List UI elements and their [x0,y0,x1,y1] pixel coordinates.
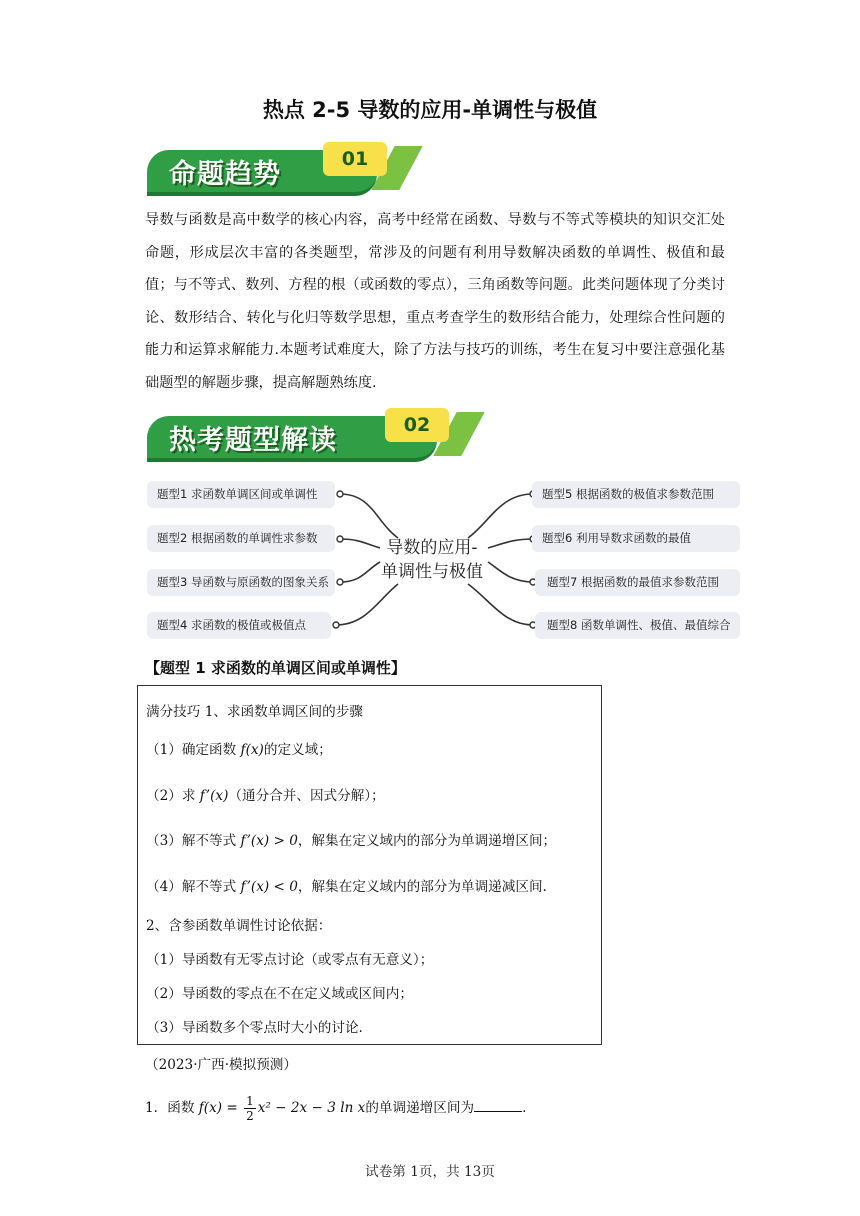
connector-right-1 [468,494,533,538]
question-source: （2023·广西·模拟预测） [145,1057,297,1073]
connector-left-1 [340,494,398,538]
type1-heading: 【题型 1 求函数的单调区间或单调性】 [145,659,406,677]
banner-hot-types-text: 热考题型解读 [169,425,337,456]
tips-line-4: （3）解不等式 f’(x) > 0，解集在定义域内的部分为单调递增区间； [146,833,557,849]
tips-line-3: （2）求 f’(x)（通分合并、因式分解）； [146,788,385,804]
tips-line-9: （3）导函数多个零点时大小的讨论. [146,1020,363,1036]
banner-trend-number: 01 [323,142,387,176]
mindmap-node-type4: 题型4 求函数的极值或极值点 [147,612,331,639]
mindmap-node-type7: 题型7 根据函数的最值求参数范围 [535,569,740,596]
mindmap-node-type3: 题型3 导函数与原函数的图象关系 [147,569,335,596]
tips-line-7: （1）导函数有无零点讨论（或零点有无意义）； [146,952,434,968]
tips-line-2: （1）确定函数 f(x)的定义域； [146,742,332,758]
mindmap-center-line2: 单调性与极值 [381,562,483,582]
fraction-one-half: $\frac{1}{2}$ [246,1094,254,1123]
mindmap-node-type6: 题型6 利用导数求函数的最值 [532,525,740,552]
connector-right-4 [468,584,533,625]
intro-paragraph: 导数与函数是高中数学的核心内容，高考中经常在函数、导数与不等式等模块的知识交汇处命题，形成层次丰富的各类题型，常涉及的问题有利用导数解决函数的单调性、极值和最值；与不等式、数列、方程的根（或函数的零点），三角函数等问题。此类问题体现了分类讨论、数形结合、转化与化归等数学思想，重点考查学生的数形结合能力，处理综合性问题的能力和运算求解能力.本题考试难度大，除了方法与技巧的训练，考生在复习中要注意强化基础题型的解题步骤，提高解题熟练度. [145,212,725,391]
banner-hot-types-number: 02 [385,408,449,442]
tips-box [137,685,602,1045]
mindmap-node-type1: 题型1 求函数单调区间或单调性 [147,481,335,508]
answer-blank[interactable] [474,1099,522,1112]
banner-trend-text: 命题趋势 [169,159,281,190]
mindmap-node-type5: 题型5 根据函数的极值求参数范围 [532,481,740,508]
connector-left-4 [336,584,398,625]
connector-right-2 [488,539,533,548]
page-title: 热点 2-5 导数的应用-单调性与极值 [262,98,598,122]
tips-line-1: 满分技巧 1、求函数单调区间的步骤 [146,704,363,720]
connector-right-3 [488,562,533,582]
mindmap-node-type8: 题型8 函数单调性、极值、最值综合 [535,612,740,639]
mindmap-center-line1: 导数的应用- [386,538,478,558]
tips-line-6: 2、含参函数单调性讨论依据： [146,918,332,934]
page-footer: 试卷第 1页，共 13页 [365,1164,495,1180]
tips-line-8: （2）导函数的零点在不在定义域或区间内； [146,986,413,1002]
mindmap-node-type2: 题型2 根据函数的单调性求参数 [147,525,335,552]
tips-line-5: （4）解不等式 f’(x) < 0，解集在定义域内的部分为单调递减区间. [146,879,547,895]
mindmap-center [372,536,492,584]
question-1: 1．函数 f(x) = $\frac{1}{2}$ x² − 2x − 3 ln x的单调递增区间为 . [145,1094,527,1123]
